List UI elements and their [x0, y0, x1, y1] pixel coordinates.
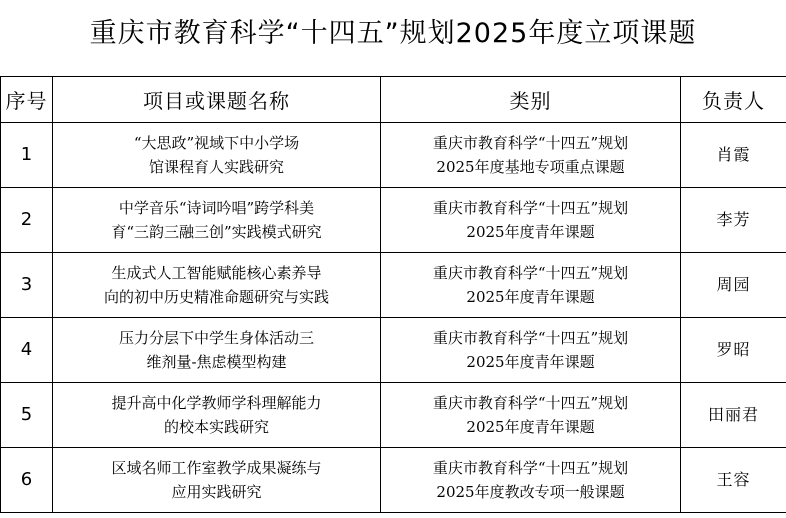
- cell-category-line: 重庆市教育科学“十四五”规划: [432, 199, 629, 217]
- table-row: [1, 123, 786, 188]
- cell-name-line: “大思政”视域下中小学场: [133, 134, 300, 152]
- cell-name-line: 育“三韵三融三创”实践模式研究: [111, 223, 322, 241]
- table-row: [1, 383, 786, 448]
- page-title: 重庆市教育科学“十四五”规划2025年度立项课题: [89, 18, 697, 49]
- cell-category-line: 2025年度教改专项一般课题: [436, 483, 625, 501]
- cell-name-line: 馆课程育人实践研究: [148, 158, 284, 176]
- cell-category: [381, 188, 681, 253]
- header-seq: 序号: [1, 77, 53, 123]
- cell-name-line: 区域名师工作室教学成果凝练与: [111, 459, 322, 477]
- cell-category-line: 2025年度基地专项重点课题: [436, 158, 625, 176]
- cell-seq: 1: [1, 123, 53, 188]
- cell-seq: 4: [1, 318, 53, 383]
- cell-seq: 5: [1, 383, 53, 448]
- cell-name-line: 提升高中化学教师学科理解能力: [111, 394, 322, 412]
- cell-seq: 3: [1, 253, 53, 318]
- cell-category-line: 2025年度青年课题: [466, 288, 595, 306]
- cell-name-line: 生成式人工智能赋能核心素养导: [111, 264, 322, 282]
- cell-owner: 李芳: [681, 188, 786, 253]
- cell-category-line: 2025年度青年课题: [466, 223, 595, 241]
- cell-seq: 6: [1, 448, 53, 513]
- table-header-row: [1, 77, 786, 123]
- cell-name-line: 维剂量-焦虑模型构建: [146, 353, 287, 371]
- table-row: [1, 188, 786, 253]
- cell-category-line: 重庆市教育科学“十四五”规划: [432, 264, 629, 282]
- cell-owner: 王容: [681, 448, 786, 513]
- cell-category-line: 重庆市教育科学“十四五”规划: [432, 394, 629, 412]
- cell-name: [53, 383, 381, 448]
- cell-name-line: 应用实践研究: [171, 483, 262, 501]
- cell-owner: 罗昭: [681, 318, 786, 383]
- cell-seq: 2: [1, 188, 53, 253]
- cell-name-line: 的校本实践研究: [163, 418, 269, 436]
- cell-category: [381, 318, 681, 383]
- cell-category: [381, 383, 681, 448]
- table-row: [1, 448, 786, 513]
- cell-name-line: 压力分层下中学生身体活动三: [118, 329, 314, 347]
- header-category: 类别: [381, 77, 681, 123]
- cell-owner: 周园: [681, 253, 786, 318]
- cell-name-line: 中学音乐“诗词吟唱”跨学科美: [118, 199, 315, 217]
- cell-category-line: 重庆市教育科学“十四五”规划: [432, 459, 629, 477]
- cell-owner: 田丽君: [681, 383, 786, 448]
- cell-name: [53, 253, 381, 318]
- cell-name: [53, 318, 381, 383]
- cell-category-line: 重庆市教育科学“十四五”规划: [432, 329, 629, 347]
- cell-name: [53, 188, 381, 253]
- cell-name: [53, 123, 381, 188]
- table-row: [1, 318, 786, 383]
- header-owner: 负责人: [681, 77, 786, 123]
- cell-category-line: 2025年度青年课题: [466, 353, 595, 371]
- cell-category: [381, 253, 681, 318]
- table-row: [1, 253, 786, 318]
- cell-name-line: 向的初中历史精准命题研究与实践: [103, 288, 329, 306]
- cell-category-line: 重庆市教育科学“十四五”规划: [432, 134, 629, 152]
- projects-table: [0, 76, 786, 513]
- header-name: 项目或课题名称: [53, 77, 381, 123]
- cell-name: [53, 448, 381, 513]
- cell-category: [381, 123, 681, 188]
- cell-category: [381, 448, 681, 513]
- cell-owner: 肖霞: [681, 123, 786, 188]
- cell-category-line: 2025年度青年课题: [466, 418, 595, 436]
